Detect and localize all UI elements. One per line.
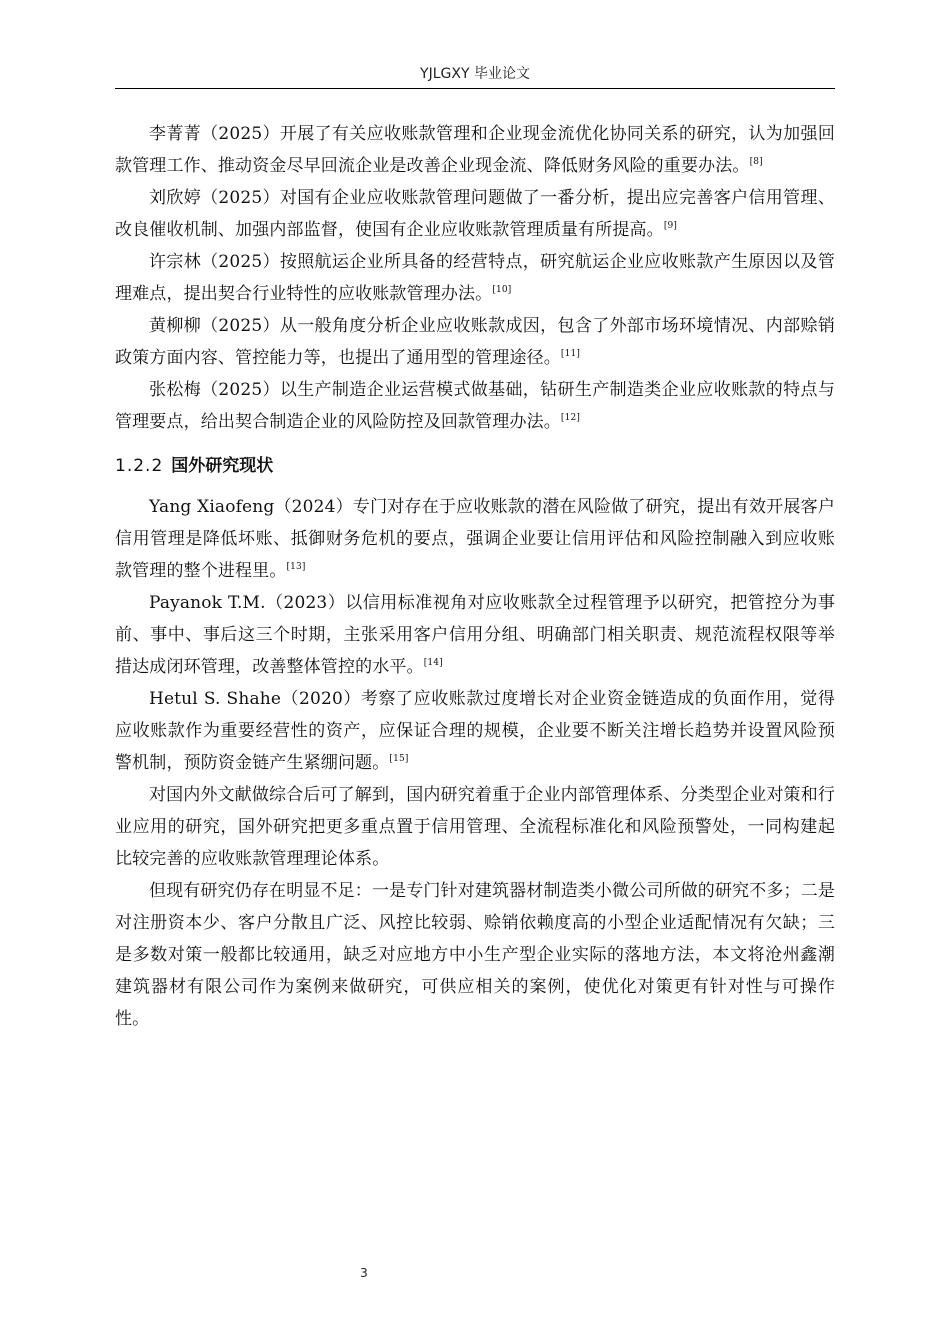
paragraph xyxy=(115,182,835,246)
paragraph-text: Yang Xiaofeng（2024）专门对存在于应收账款的潜在风险做了研究，提出有效开展客户信用管理是降低坏账、抵御财务危机的要点，强调企业要让信用评估和风险控制融入到应收账款管理的整个进程里。 xyxy=(115,497,835,581)
citation[interactable]: [15] xyxy=(389,754,409,764)
paragraph-text: 对国内外文献做综合后可了解到，国内研究着重于企业内部管理体系、分类型企业对策和行业应用的研究，国外研究把更多重点置于信用管理、全流程标准化和风险预警处，一同构建起比较完善的应收账款管理理论体系。 xyxy=(115,785,835,869)
paragraph-text: 张松梅（2025）以生产制造企业运营模式做基础，钻研生产制造类企业应收账款的特点与管理要点，给出契合制造企业的风险防控及回款管理办法。 xyxy=(115,380,835,432)
citation[interactable]: [12] xyxy=(560,413,580,423)
paragraph xyxy=(115,310,835,374)
running-header: YJLGXY 毕业论文 xyxy=(420,66,530,82)
paragraph-text: 黄柳柳（2025）从一般角度分析企业应收账款成因，包含了外部市场环境情况、内部赊销政策方面内容、管控能力等，也提出了通用型的管理途径。 xyxy=(115,316,835,368)
citation[interactable]: [10] xyxy=(492,285,512,295)
paragraph-text: Payanok T.M.（2023）以信用标准视角对应收账款全过程管理予以研究，把管控分为事前、事中、事后这三个时期，主张采用客户信用分组、明确部门相关职责、规范流程权限等举措达成闭环管理，改善整体管控的水平。 xyxy=(115,593,835,677)
paragraph-text: 许宗林（2025）按照航运企业所具备的经营特点，研究航运企业应收账款产生原因以及管理难点，提出契合行业特性的应收账款管理办法。 xyxy=(115,252,835,304)
citation[interactable]: [8] xyxy=(749,157,763,167)
paragraph-text: Hetul S. Shahe（2020）考察了应收账款过度增长对企业资金链造成的负面作用，觉得应收账款作为重要经营性的资产，应保证合理的规模，企业要不断关注增长趋势并设置风险预警机制，预防资金链产生紧绷问题。 xyxy=(115,689,835,773)
paragraph xyxy=(115,374,835,438)
paragraph xyxy=(115,246,835,310)
paragraph xyxy=(115,779,835,875)
section-heading xyxy=(115,451,835,481)
section-title: 国外研究现状 xyxy=(171,456,274,476)
paragraph xyxy=(115,875,835,1035)
header-rule xyxy=(115,88,835,89)
citation[interactable]: [11] xyxy=(560,349,580,359)
body-text xyxy=(115,118,835,1035)
paragraph xyxy=(115,491,835,587)
paragraph-text: 刘欣婷（2025）对国有企业应收账款管理问题做了一番分析，提出应完善客户信用管理、改良催收机制、加强内部监督，使国有企业应收账款管理质量有所提高。 xyxy=(115,188,835,240)
section-number: 1.2.2 xyxy=(115,456,164,476)
citation[interactable]: [13] xyxy=(286,562,306,572)
paragraph xyxy=(115,118,835,182)
paragraph-text: 李菁菁（2025）开展了有关应收账款管理和企业现金流优化协同关系的研究，认为加强回款管理工作、推动资金尽早回流企业是改善企业现金流、降低财务风险的重要办法。 xyxy=(115,124,835,176)
paragraph xyxy=(115,683,835,779)
page-number: 3 xyxy=(360,1266,368,1280)
citation[interactable]: [14] xyxy=(423,658,443,668)
paragraph-text: 但现有研究仍存在明显不足：一是专门针对建筑器材制造类小微公司所做的研究不多；二是对注册资本少、客户分散且广泛、风控比较弱、赊销依赖度高的小型企业适配情况有欠缺；三是多数对策一般都比较通用，缺乏对应地方中小生产型企业实际的落地方法，本文将沧州鑫潮建筑器材有限公司作为案例来做研究，可供应相关的案例，使优化对策更有针对性与可操作性。 xyxy=(115,881,835,1029)
citation[interactable]: [9] xyxy=(663,221,678,231)
paragraph xyxy=(115,587,835,683)
